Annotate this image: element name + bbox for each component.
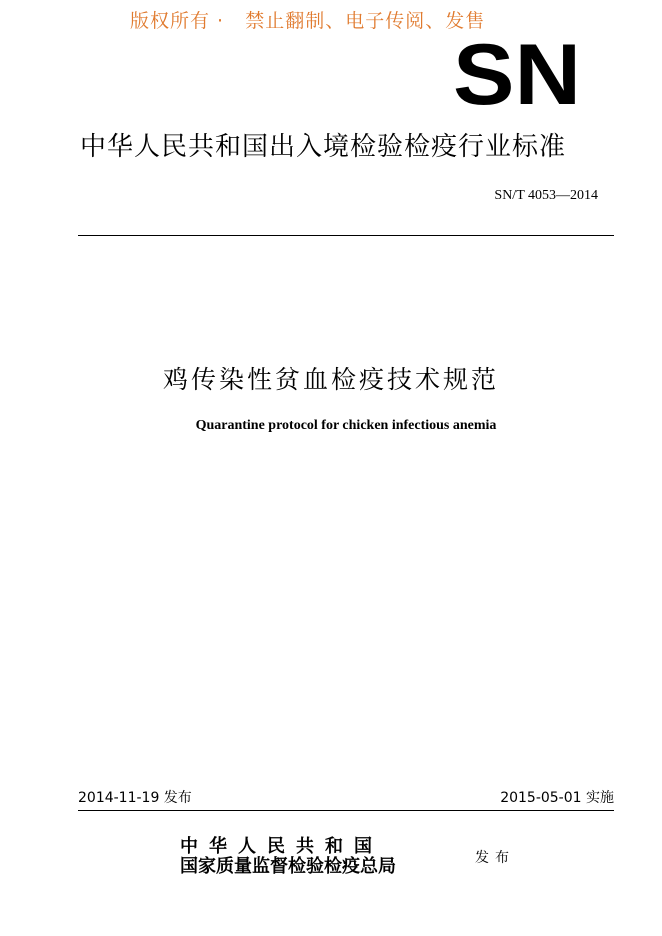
standard-number: SN/T 4053—2014 — [494, 188, 598, 203]
issuer-line-2: 国家质量监督检验检疫总局 — [180, 856, 396, 877]
publish-label: 发布 — [475, 850, 515, 866]
document-title-cn: 鸡传染性贫血检疫技术规范 — [162, 365, 499, 394]
issue-date: 2014-11-19 发布 — [78, 790, 192, 806]
issuer-line-1: 中华人民共和国 — [180, 836, 383, 857]
sn-logo — [452, 38, 582, 108]
sn-logo-text: SN — [453, 38, 581, 108]
copyright-notice: 版权所有 · 禁止翻制、电子传阅、发售 — [130, 10, 486, 32]
standard-category: 中华人民共和国出入境检验检疫行业标准 — [80, 132, 567, 162]
footer-divider — [78, 810, 614, 811]
implementation-date: 2015-05-01 实施 — [500, 790, 614, 806]
header-divider — [78, 235, 614, 236]
document-title-en: Quarantine protocol for chicken infectious anemia — [195, 418, 497, 433]
